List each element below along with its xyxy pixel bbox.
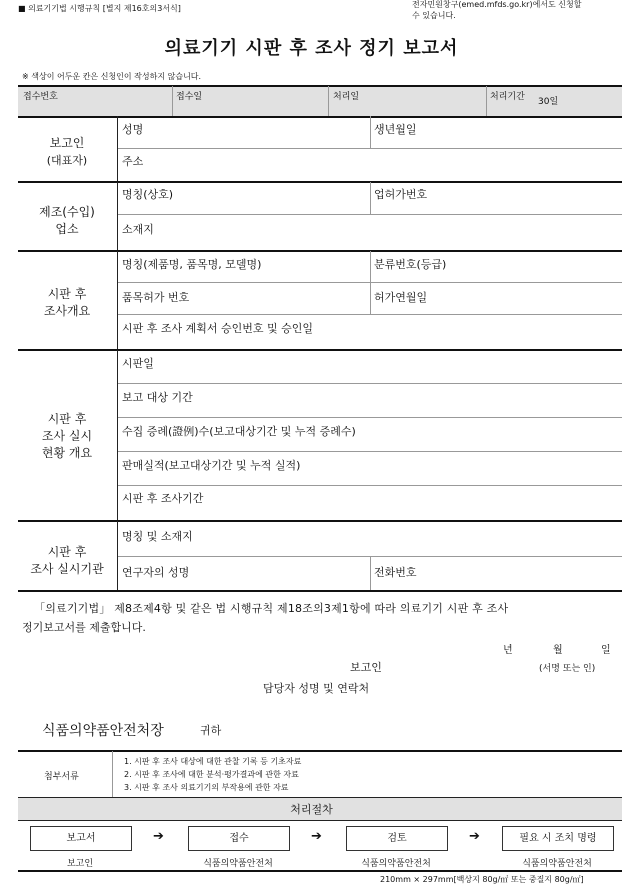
report-period-field[interactable]: 보고 대상 기간 [122, 391, 193, 404]
attachment-item: 2. 시판 후 조사에 대한 분석·평가결과에 관한 자료 [124, 770, 299, 779]
step-actor: 식품의약품안전처 [203, 859, 273, 869]
step-actor: 식품의약품안전처 [522, 859, 592, 869]
arrow-right-icon: ➔ [153, 829, 164, 844]
class-number-field[interactable]: 분류번호(등급) [374, 258, 447, 271]
attachments-list [124, 755, 301, 794]
institution-section-label [18, 544, 116, 578]
institution-name-field[interactable]: 명칭 및 소재지 [122, 530, 193, 543]
receipt-number-label: 접수번호 [23, 92, 58, 102]
reporter-name-field[interactable]: 성명 [122, 123, 144, 136]
processed-date-label: 처리일 [333, 92, 360, 102]
processing-period-value: 30일 [538, 97, 559, 107]
paper-spec: 210mm × 297mm[백상지 80g/㎡ 또는 중질지 80g/㎡] [380, 875, 584, 884]
arrow-right-icon: ➔ [469, 829, 480, 844]
overview-section-line2: 조사개요 [43, 304, 91, 318]
reporter-section-label [18, 135, 116, 169]
step-actor: 식품의약품안전처 [361, 859, 431, 869]
statement-line2: 정기보고서를 제출합니다. [22, 621, 146, 634]
institution-section-line1: 시판 후 [47, 545, 87, 559]
maker-name-field[interactable]: 명칭(상호) [122, 188, 174, 201]
case-count-field[interactable]: 수집 증례(證例)수(보고대상기간 및 누적 증례수) [122, 425, 356, 438]
shaded-cell-note: ※ 색상이 어두운 칸은 신청인이 작성하지 않습니다. [22, 72, 202, 81]
maker-section-line1: 제조(수입) [39, 205, 95, 219]
date-year: 년 [503, 645, 513, 656]
plan-approval-field[interactable]: 시판 후 조사 계획서 승인번호 및 승인일 [122, 322, 313, 335]
status-section-line2: 조사 실시 [41, 429, 93, 443]
recipient-name: 식품의약품안전처장 [42, 723, 164, 739]
date-day: 일 [601, 645, 611, 656]
approval-number-field[interactable]: 품목허가 번호 [122, 291, 190, 304]
step-actor: 보고인 [66, 859, 94, 869]
signature-sign-label[interactable]: (서명 또는 인) [539, 664, 596, 674]
receipt-row [18, 86, 622, 116]
attachment-item: 3. 시판 후 조사 의료기기의 부작용에 관한 자료 [124, 783, 289, 792]
institution-section-line2: 조사 실시기관 [30, 562, 104, 576]
step-action-order: 필요 시 조치 명령 [502, 826, 614, 851]
page-title: 의료기기 시판 후 조사 정기 보고서 [164, 38, 459, 59]
receipt-date-label: 접수일 [176, 92, 203, 102]
statement-line1: 「의료기기법」 제8조제4항 및 같은 법 시행규칙 제18조의3제1항에 따라 의료기기 시판 후 조사 [34, 602, 509, 615]
reporter-address-field[interactable]: 주소 [122, 155, 144, 168]
step-review: 검토 [346, 826, 448, 851]
reporter-section-line2: (대표자) [46, 154, 88, 167]
overview-section-label [18, 286, 116, 320]
online-notice [412, 0, 622, 21]
maker-section-line2: 업소 [55, 222, 79, 236]
maker-location-field[interactable]: 소재지 [122, 223, 154, 236]
signature-reporter-label: 보고인 [350, 661, 382, 674]
reporter-birth-field[interactable]: 생년월일 [374, 123, 417, 136]
status-section-line3: 현황 개요 [41, 446, 93, 460]
maker-section-label [18, 204, 116, 238]
institution-phone-field[interactable]: 전화번호 [374, 566, 417, 579]
reporter-section-line1: 보고인 [49, 136, 85, 150]
step-report: 보고서 [30, 826, 132, 851]
product-name-field[interactable]: 명칭(제품명, 품목명, 모델명) [122, 258, 262, 271]
recipient-honorific: 귀하 [200, 724, 222, 737]
form-reference: ■ 의료기기법 시행규칙 [별지 제16호의3서식] [18, 4, 181, 13]
approval-date-field[interactable]: 허가연월일 [374, 291, 428, 304]
overview-section-line1: 시판 후 [47, 287, 87, 301]
procedure-title: 처리절차 [290, 803, 333, 816]
attachments-label: 첨부서류 [44, 772, 79, 782]
launch-date-field[interactable]: 시판일 [122, 357, 154, 370]
processing-period-label: 처리기간 [490, 92, 525, 102]
contact-label: 담당자 성명 및 연락처 [263, 682, 370, 695]
maker-license-field[interactable]: 업허가번호 [374, 188, 428, 201]
online-notice-line2: 수 있습니다. [412, 11, 456, 20]
sales-record-field[interactable]: 판매실적(보고대상기간 및 누적 실적) [122, 459, 301, 472]
arrow-right-icon: ➔ [311, 829, 322, 844]
status-section-line1: 시판 후 [47, 412, 87, 426]
attachment-item: 1. 시판 후 조사 대상에 대한 관찰 기록 등 기초자료 [124, 757, 302, 766]
survey-period-field[interactable]: 시판 후 조사기간 [122, 492, 204, 505]
researcher-name-field[interactable]: 연구자의 성명 [122, 566, 190, 579]
step-receipt: 접수 [188, 826, 290, 851]
online-notice-line1: 전자민원창구(emed.mfds.go.kr)에서도 신청할 [412, 0, 582, 9]
status-section-label [18, 411, 116, 462]
date-month: 월 [553, 645, 563, 656]
